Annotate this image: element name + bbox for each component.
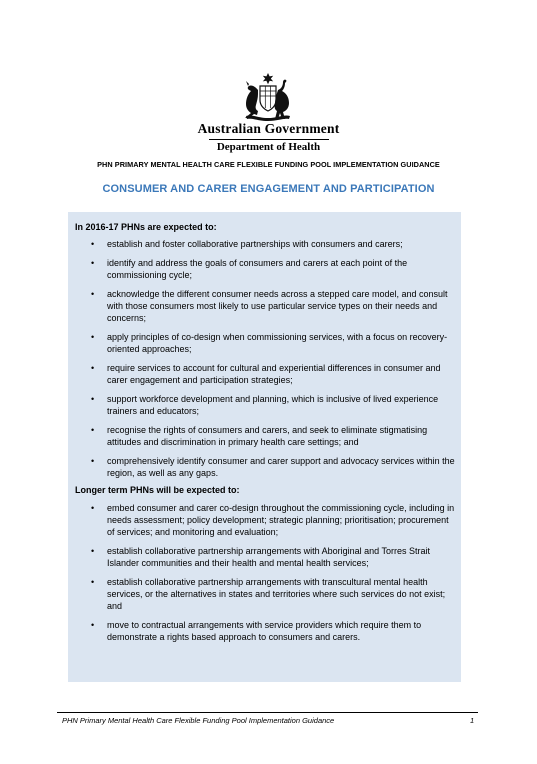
bullet-icon: •: [91, 393, 95, 404]
bullet-icon: •: [91, 502, 95, 513]
list-item-text: require services to account for cultural and experiential differences in consumer and carer engagement and participation strategies;: [107, 362, 441, 386]
list-item: [75, 331, 458, 356]
list-longer-term: [75, 502, 458, 644]
bullet-icon: •: [91, 424, 95, 435]
list-item: [75, 362, 458, 387]
list-item-text: acknowledge the different consumer needs across a stepped care model, and consult with those consumers most likely to use particular service types on their needs and concerns;: [107, 288, 448, 324]
list-item: [75, 257, 458, 282]
heading-2016-17: In 2016-17 PHNs are expected to:: [75, 222, 217, 232]
section-title: CONSUMER AND CARER ENGAGEMENT AND PARTICIPATION: [102, 183, 435, 195]
list-item-text: establish collaborative partnership arrangements with Aboriginal and Torres Strait Islander communities and their health and mental health services;: [107, 545, 431, 569]
list-item: [75, 576, 458, 613]
list-item: [75, 545, 458, 570]
bullet-icon: •: [91, 545, 95, 556]
bullet-icon: •: [91, 619, 95, 630]
list-item: [75, 455, 458, 480]
expectations-box: [68, 212, 461, 682]
bullet-icon: •: [91, 576, 95, 587]
list-item-text: identify and address the goals of consumers and carers at each point of the commissioning cycle;: [107, 257, 408, 281]
department-name: Department of Health: [216, 141, 321, 153]
list-item: [75, 619, 458, 644]
list-item-text: establish and foster collaborative partnerships with consumers and carers;: [107, 239, 403, 250]
list-item-text: support workforce development and planning, which is inclusive of lived experience trainers and educators;: [107, 393, 439, 417]
bullet-icon: •: [91, 239, 95, 250]
list-item: [75, 393, 458, 418]
bullet-icon: •: [91, 288, 95, 299]
list-item: [75, 238, 458, 250]
page-number: 1: [470, 716, 475, 725]
australian-coat-of-arms-icon: [237, 72, 299, 124]
list-item: [75, 424, 458, 449]
footer-text: PHN Primary Mental Health Care Flexible Funding Pool Implementation Guidance: [62, 716, 335, 725]
expectations-content: [75, 221, 458, 650]
bullet-icon: •: [91, 362, 95, 373]
list-item: [75, 502, 458, 539]
government-name: Australian Government: [197, 121, 340, 136]
list-item-text: embed consumer and carer co-design throughout the commissioning cycle, including in needs assessment; policy development; strategic planning; prioritisation; procurement of services; and monitoring and evaluation;: [107, 502, 455, 538]
government-divider: [209, 139, 329, 140]
list-item-text: apply principles of co-design when commissioning services, with a focus on recovery-oriented approaches;: [107, 331, 448, 355]
footer-divider: [57, 712, 478, 713]
bullet-icon: •: [91, 257, 95, 268]
bullet-icon: •: [91, 331, 95, 342]
heading-longer-term: Longer term PHNs will be expected to:: [75, 485, 240, 496]
list-item-text: comprehensively identify consumer and carer support and advocacy services within the region, as well as any gaps.: [107, 455, 455, 478]
list-2016-17: [75, 238, 458, 479]
list-item-text: establish collaborative partnership arrangements with transcultural mental health services, or the alternatives in states and territories where such services do not exist; and: [107, 576, 446, 612]
list-item-text: recognise the rights of consumers and carers, and seek to eliminate stigmatising attitudes and discrimination in primary health care settings; and: [107, 424, 428, 447]
guidance-title: PHN PRIMARY MENTAL HEALTH CARE FLEXIBLE FUNDING POOL IMPLEMENTATION GUIDANCE: [97, 160, 440, 169]
list-item-text: move to contractual arrangements with service providers which require them to demonstrate a rights based approach to consumers and carers.: [107, 619, 422, 643]
list-item: [75, 288, 458, 325]
bullet-icon: •: [91, 455, 95, 466]
